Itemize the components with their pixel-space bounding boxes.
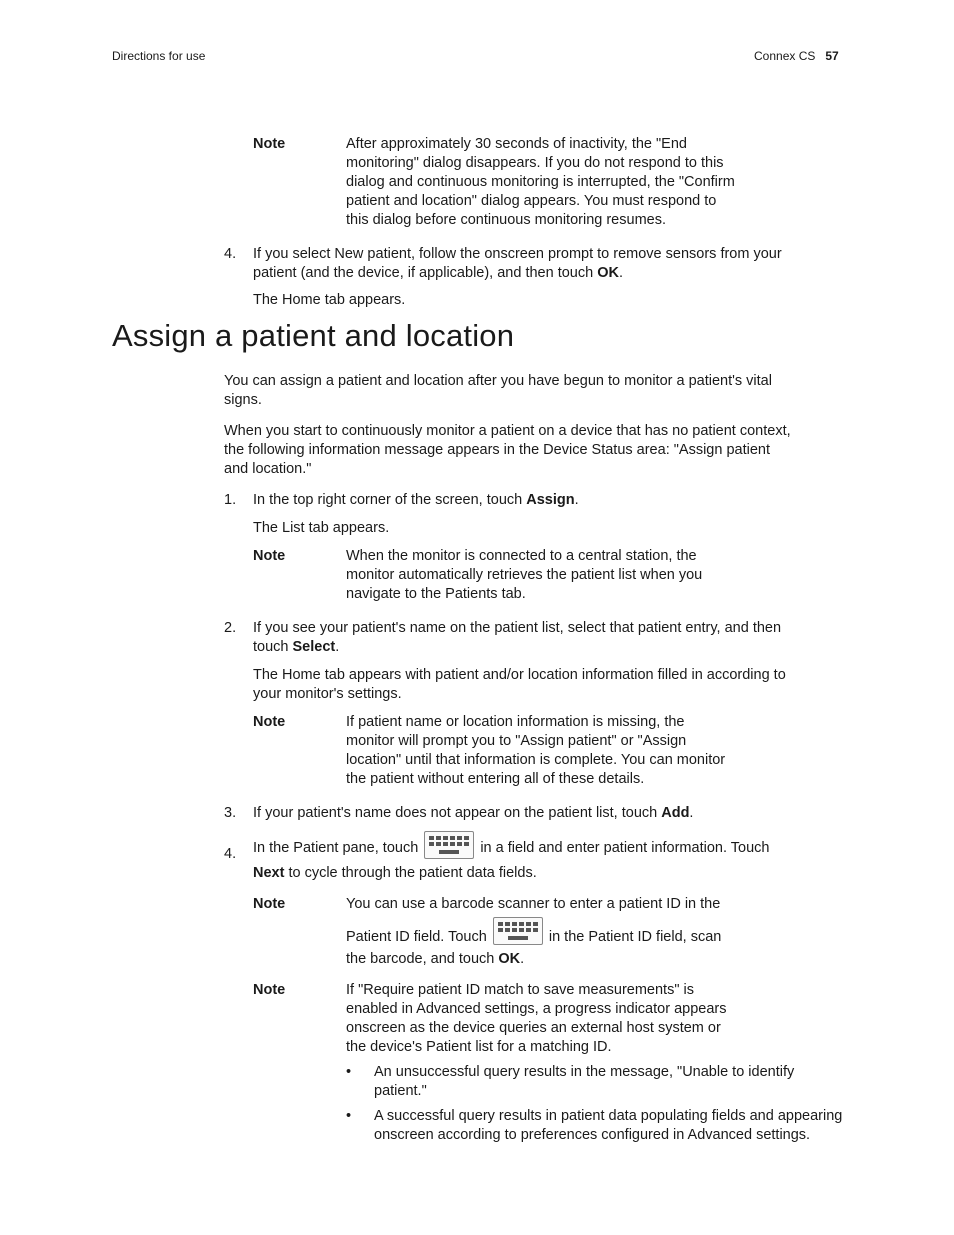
paragraph-line: the following information message appears in the Device Status area: "Assign patient bbox=[224, 442, 770, 458]
add-label: Add bbox=[661, 805, 690, 821]
ok-label: OK bbox=[498, 951, 521, 967]
bullet-line: patient." bbox=[374, 1083, 427, 1099]
note-line: monitor automatically retrieves the patient list when you bbox=[346, 567, 703, 583]
step-line: patient (and the device, if applicable), and then touch OK. bbox=[253, 265, 623, 281]
paragraph-line: You can assign a patient and location after you have begun to monitor a patient's vital bbox=[224, 373, 772, 389]
note-label: Note bbox=[253, 896, 286, 912]
step-result bbox=[253, 666, 786, 704]
step-text: If your patient's name does not appear on the patient list, touch Add. bbox=[253, 805, 694, 821]
keyboard-icon bbox=[493, 917, 543, 945]
note-line: the barcode, and touch OK. bbox=[346, 951, 525, 967]
note-line: You can use a barcode scanner to enter a patient ID in the bbox=[346, 896, 721, 912]
note-text bbox=[346, 981, 726, 1057]
note-line: the device's Patient list for a matching ID. bbox=[346, 1039, 612, 1055]
bullet-item bbox=[374, 1063, 794, 1101]
note-line: onscreen as the device queries an external host system or bbox=[346, 1020, 721, 1036]
note-line: After approximately 30 seconds of inactivity, the "End bbox=[346, 136, 687, 152]
note-line: enabled in Advanced settings, a progress indicator appears bbox=[346, 1001, 727, 1017]
note-line: navigate to the Patients tab. bbox=[346, 586, 526, 602]
step-text: In the top right corner of the screen, touch Assign. bbox=[253, 492, 579, 508]
step-result: The List tab appears. bbox=[253, 520, 390, 536]
keyboard-icon bbox=[424, 831, 474, 859]
bullet-mark: • bbox=[346, 1108, 352, 1124]
note-line: Patient ID field. Touch in the Patient ID field, scan bbox=[346, 917, 721, 945]
step-number: 3. bbox=[224, 805, 237, 821]
note-line: monitoring" dialog disappears. If you do not respond to this bbox=[346, 155, 724, 171]
note-label: Note bbox=[253, 136, 286, 152]
step-number: 1. bbox=[224, 492, 237, 508]
step-text: In the Patient pane, touch in a field and enter patient information. Touch bbox=[253, 831, 769, 859]
bullet-line: A successful query results in patient data populating fields and appearing bbox=[374, 1108, 843, 1124]
running-header-right bbox=[754, 49, 839, 63]
note-label: Note bbox=[253, 714, 286, 730]
page-number: 57 bbox=[825, 49, 839, 63]
step-text bbox=[253, 245, 782, 283]
step-line: If you see your patient's name on the patient list, select that patient entry, and then bbox=[253, 620, 782, 636]
step-line: touch Select. bbox=[253, 639, 340, 655]
intro-paragraph bbox=[224, 422, 791, 479]
note-line: this dialog before continuous monitoring resumes. bbox=[346, 212, 666, 228]
select-label: Select bbox=[292, 639, 336, 655]
paragraph-line: When you start to continuously monitor a patient on a device that has no patient context, bbox=[224, 423, 791, 439]
note-line: If "Require patient ID match to save measurements" is bbox=[346, 982, 694, 998]
step-line: If you select New patient, follow the onscreen prompt to remove sensors from your bbox=[253, 246, 782, 262]
note-label: Note bbox=[253, 548, 286, 564]
paragraph-line: signs. bbox=[224, 392, 262, 408]
section-heading: Assign a patient and location bbox=[112, 318, 515, 353]
step-number: 4. bbox=[224, 246, 237, 262]
note-line: monitor will prompt you to "Assign patient" or "Assign bbox=[346, 733, 687, 749]
note-text bbox=[346, 713, 725, 789]
step-number: 2. bbox=[224, 620, 237, 636]
step-number: 4. bbox=[224, 846, 237, 862]
result-line: The Home tab appears with patient and/or location information filled in according to bbox=[253, 667, 786, 683]
note-line: the patient without entering all of these details. bbox=[346, 771, 645, 787]
note-line: location" until that information is complete. You can monitor bbox=[346, 752, 726, 768]
bullet-line: onscreen according to preferences configured in Advanced settings. bbox=[374, 1127, 811, 1143]
result-line: your monitor's settings. bbox=[253, 686, 402, 702]
assign-label: Assign bbox=[526, 492, 575, 508]
note-text bbox=[346, 135, 735, 230]
product-name: Connex CS bbox=[754, 49, 816, 63]
note-line: patient and location" dialog appears. You must respond to bbox=[346, 193, 717, 209]
bullet-item bbox=[374, 1107, 842, 1145]
running-header-title: Directions for use bbox=[112, 49, 206, 63]
bullet-line: An unsuccessful query results in the message, "Unable to identify bbox=[374, 1064, 795, 1080]
note-label: Note bbox=[253, 982, 286, 998]
bullet-mark: • bbox=[346, 1064, 352, 1080]
note-line: If patient name or location information is missing, the bbox=[346, 714, 685, 730]
step-result: The Home tab appears. bbox=[253, 292, 406, 308]
step-line: Next to cycle through the patient data fields. bbox=[253, 865, 537, 881]
note-text bbox=[346, 547, 702, 604]
ok-label: OK bbox=[597, 265, 619, 281]
next-label: Next bbox=[253, 865, 285, 881]
intro-paragraph bbox=[224, 372, 772, 410]
note-line: When the monitor is connected to a central station, the bbox=[346, 548, 697, 564]
step-text bbox=[253, 619, 781, 657]
paragraph-line: and location." bbox=[224, 461, 312, 477]
note-line: dialog and continuous monitoring is interrupted, the "Confirm bbox=[346, 174, 735, 190]
